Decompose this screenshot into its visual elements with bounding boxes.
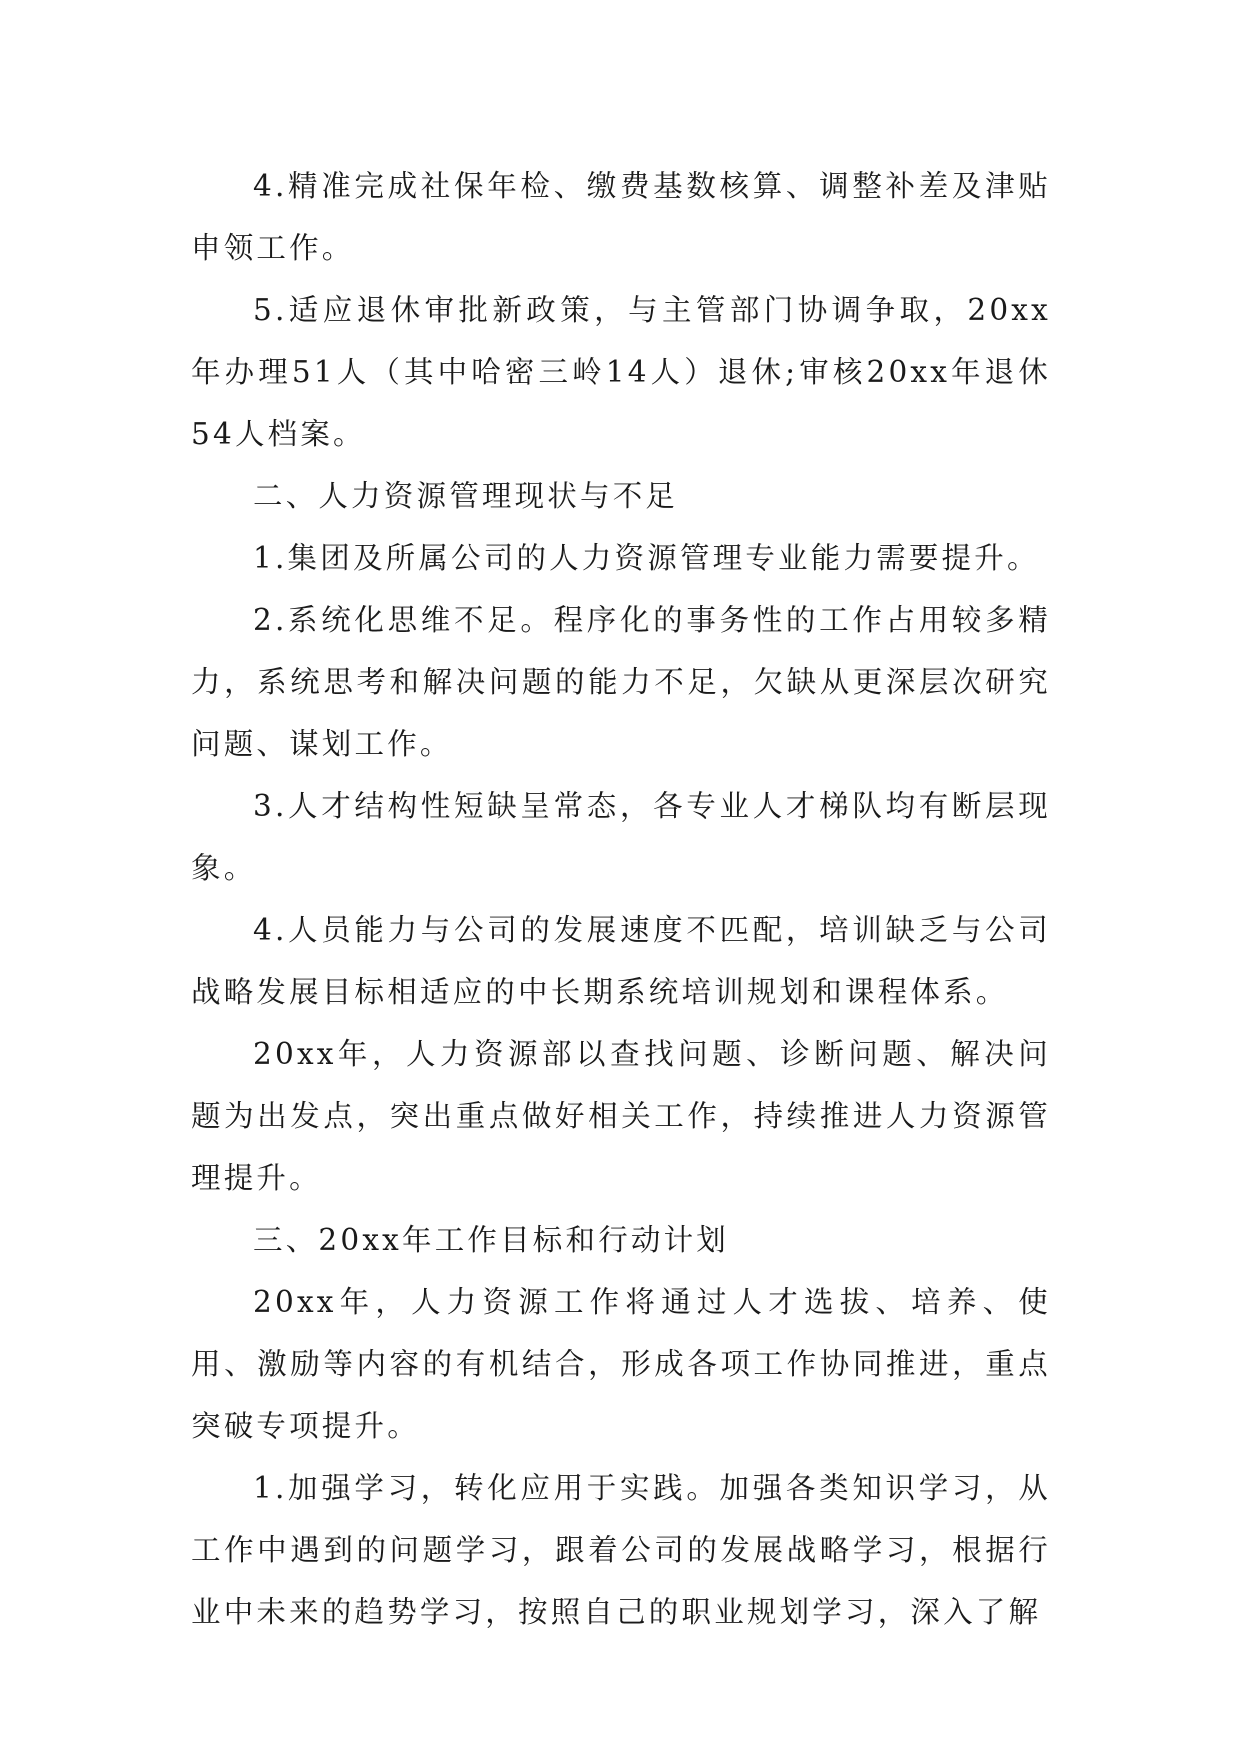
paragraph-training-mismatch: 4.人员能力与公司的发展速度不匹配，培训缺乏与公司战略发展目标相适应的中长期系统培训规划和课程体系。 <box>191 913 1051 1009</box>
paragraph-systematic-thinking: 2.系统化思维不足。程序化的事务性的工作占用较多精力，系统思考和解决问题的能力不足，欠缺从更深层次研究问题、谋划工作。 <box>191 603 1051 761</box>
paragraph-retirement-approval: 5.适应退休审批新政策，与主管部门协调争取，20xx年办理51人（其中哈密三岭14人）退休;审核20xx年退休54人档案。 <box>191 293 1051 451</box>
document-body <box>191 155 1051 1643</box>
paragraph-hr-focus: 20xx年，人力资源部以查找问题、诊断问题、解决问题为出发点，突出重点做好相关工作，持续推进人力资源管理提升。 <box>191 1037 1051 1195</box>
paragraph-talent-shortage: 3.人才结构性短缺呈常态，各专业人才梯队均有断层现象。 <box>191 789 1051 885</box>
paragraph-learning: 1.加强学习，转化应用于实践。加强各类知识学习，从工作中遇到的问题学习，跟着公司的发展战略学习，根据行业中未来的趋势学习，按照自己的职业规划学习，深入了解 <box>191 1471 1051 1629</box>
section-heading-goals: 三、20xx年工作目标和行动计划 <box>253 1223 730 1257</box>
section-heading-status: 二、人力资源管理现状与不足 <box>253 479 679 513</box>
paragraph-capability: 1.集团及所属公司的人力资源管理专业能力需要提升。 <box>253 541 1040 575</box>
paragraph-hr-plan: 20xx年，人力资源工作将通过人才选拔、培养、使用、激励等内容的有机结合，形成各项工作协同推进，重点突破专项提升。 <box>191 1285 1051 1443</box>
paragraph-social-insurance: 4.精准完成社保年检、缴费基数核算、调整补差及津贴申领工作。 <box>191 169 1051 265</box>
